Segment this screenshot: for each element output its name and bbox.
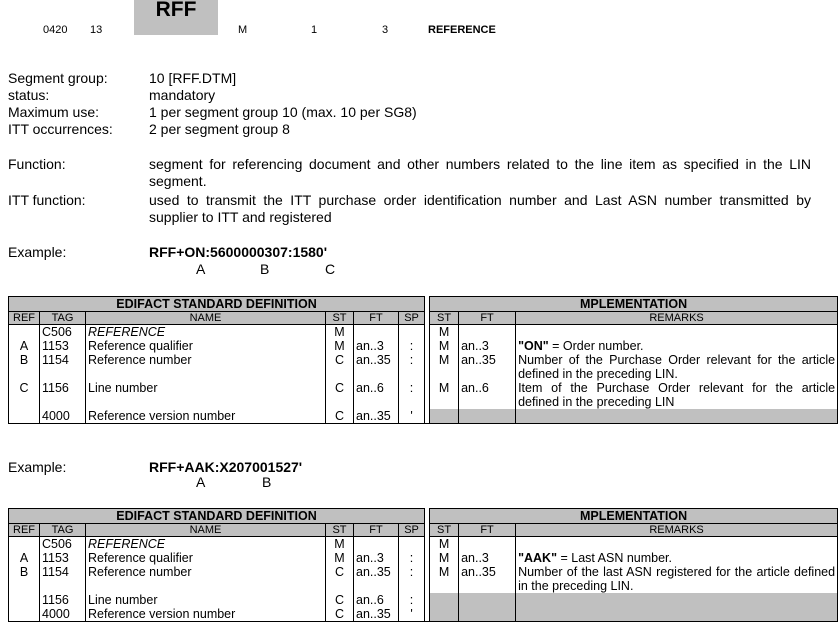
name-cell: REFERENCE <box>86 325 326 340</box>
ref-cell: B <box>9 565 40 593</box>
ft-cell: an..35 <box>354 353 399 381</box>
col-ref: REF <box>9 524 40 537</box>
col-name: NAME <box>86 524 326 537</box>
col-ft: FT <box>354 524 399 537</box>
st-cell: M <box>326 339 354 353</box>
st-cell: C <box>326 381 354 409</box>
col-impl-ft: FT <box>459 524 516 537</box>
itt-occurrences-label: ITT occurrences: <box>8 121 113 137</box>
example-label: Example: <box>8 244 67 260</box>
table-row <box>9 537 838 552</box>
col-ref: REF <box>9 312 40 325</box>
st-cell: C <box>326 353 354 381</box>
st-cell: M <box>326 325 354 340</box>
col-tag: TAG <box>40 312 86 325</box>
impl-st-cell: M <box>430 339 459 353</box>
remarks-cell: Number of the last ASN registered for the article defined in the preceding LIN. <box>516 565 838 593</box>
col-impl-ft: FT <box>459 312 516 325</box>
table-row <box>9 325 838 340</box>
tag-cell: 1154 <box>40 353 86 381</box>
impl-ft-cell: an..6 <box>459 381 516 409</box>
st-cell: M <box>326 537 354 552</box>
itt-function-label: ITT function: <box>8 192 86 208</box>
remarks-cell: "ON" = Order number. <box>516 339 838 353</box>
tag-cell: 1156 <box>40 381 86 409</box>
impl-st-cell: M <box>430 537 459 552</box>
sp-cell: : <box>399 381 425 409</box>
implementation-header: MPLEMENTATION <box>430 297 838 312</box>
tag-cell: 1153 <box>40 551 86 565</box>
table-row <box>9 607 838 622</box>
itt-occurrences-value: 2 per segment group 8 <box>149 121 290 137</box>
name-cell: Line number <box>86 381 326 409</box>
col-st: ST <box>326 312 354 325</box>
st-cell: C <box>326 607 354 622</box>
name-cell: Reference qualifier <box>86 339 326 353</box>
table-row <box>9 565 838 593</box>
name-cell: Reference version number <box>86 409 326 424</box>
example-label: Example: <box>8 459 67 475</box>
sp-cell: ' <box>399 607 425 622</box>
table-row <box>9 381 838 409</box>
example-letter: B <box>260 261 270 277</box>
segment-position: 0420 <box>43 24 68 36</box>
impl-st-cell: M <box>430 565 459 593</box>
segment-level: 13 <box>90 24 103 36</box>
tag-cell: 4000 <box>40 409 86 424</box>
tag-cell: 4000 <box>40 607 86 622</box>
table-row <box>9 353 838 381</box>
segment-group-label: Segment group: <box>8 70 108 86</box>
ref-cell: B <box>9 353 40 381</box>
tag-cell: C506 <box>40 325 86 340</box>
table-row <box>9 339 838 353</box>
col-impl-st: ST <box>430 524 459 537</box>
maximum-use-label: Maximum use: <box>8 104 100 120</box>
segment-min: 1 <box>311 24 318 36</box>
table-row <box>9 409 838 424</box>
segment-definition-table <box>8 296 838 424</box>
sp-cell: : <box>399 551 425 565</box>
segment-definition-table <box>8 508 838 622</box>
st-cell: C <box>326 593 354 607</box>
function-value: segment for referencing document and other numbers related to the line item as specified in the LIN segment. <box>149 156 811 189</box>
sp-cell: : <box>399 565 425 593</box>
col-sp: SP <box>399 312 425 325</box>
sp-cell: : <box>399 353 425 381</box>
tag-cell: C506 <box>40 537 86 552</box>
ft-cell: an..35 <box>354 565 399 593</box>
example-letter: A <box>196 474 206 490</box>
table-row <box>9 551 838 565</box>
col-name: NAME <box>86 312 326 325</box>
example-letter: C <box>325 261 336 277</box>
ref-cell: A <box>9 551 40 565</box>
edifact-header: EDIFACT STANDARD DEFINITION <box>9 509 425 524</box>
tag-cell: 1154 <box>40 565 86 593</box>
st-cell: M <box>326 551 354 565</box>
example-code: RFF+AAK:X207001527' <box>149 459 303 475</box>
impl-st-cell: M <box>430 325 459 340</box>
impl-st-cell: M <box>430 353 459 381</box>
col-tag: TAG <box>40 524 86 537</box>
name-cell: Reference version number <box>86 607 326 622</box>
status-label: status: <box>8 87 50 103</box>
sp-cell: : <box>399 593 425 607</box>
segment-status: M <box>238 24 248 36</box>
segment-name: REFERENCE <box>428 24 496 36</box>
remarks-cell: Item of the Purchase Order relevant for the article defined in the preceding LIN <box>516 381 838 409</box>
impl-ft-cell: an..3 <box>459 551 516 565</box>
ref-cell: C <box>9 381 40 409</box>
maximum-use-value: 1 per segment group 10 (max. 10 per SG8) <box>149 104 417 120</box>
edifact-header: EDIFACT STANDARD DEFINITION <box>9 297 425 312</box>
col-impl-st: ST <box>430 312 459 325</box>
remarks-cell: Number of the Purchase Order relevant for the article defined in the preceding LIN. <box>516 353 838 381</box>
segment-max: 3 <box>382 24 389 36</box>
impl-ft-cell: an..35 <box>459 565 516 593</box>
ft-cell: an..6 <box>354 593 399 607</box>
name-cell: Line number <box>86 593 326 607</box>
col-sp: SP <box>399 524 425 537</box>
col-remarks: REMARKS <box>516 524 838 537</box>
col-st: ST <box>326 524 354 537</box>
example-letter: B <box>262 474 272 490</box>
example-letter: A <box>196 261 206 277</box>
itt-function-value: used to transmit the ITT purchase order identification number and Last ASN number transmitted by supplier to ITT and registered <box>149 192 811 225</box>
impl-st-cell: M <box>430 381 459 409</box>
table-row <box>9 593 838 607</box>
ft-cell: an..3 <box>354 551 399 565</box>
st-cell: C <box>326 409 354 424</box>
col-remarks: REMARKS <box>516 312 838 325</box>
impl-st-cell: M <box>430 551 459 565</box>
name-cell: Reference number <box>86 565 326 593</box>
implementation-header: MPLEMENTATION <box>430 509 838 524</box>
name-cell: Reference number <box>86 353 326 381</box>
ft-cell: an..6 <box>354 381 399 409</box>
impl-ft-cell: an..3 <box>459 339 516 353</box>
status-value: mandatory <box>149 87 216 103</box>
remarks-cell: "AAK" = Last ASN number. <box>516 551 838 565</box>
tag-cell: 1156 <box>40 593 86 607</box>
ref-cell: A <box>9 339 40 353</box>
name-cell: Reference qualifier <box>86 551 326 565</box>
tag-cell: 1153 <box>40 339 86 353</box>
example-code: RFF+ON:5600000307:1580' <box>149 244 328 260</box>
col-ft: FT <box>354 312 399 325</box>
segment-tag: RFF <box>155 0 197 21</box>
name-cell: REFERENCE <box>86 537 326 552</box>
segment-group-value: 10 [RFF.DTM] <box>149 70 237 86</box>
ft-cell: an..35 <box>354 607 399 622</box>
ft-cell: an..3 <box>354 339 399 353</box>
sp-cell: : <box>399 339 425 353</box>
impl-ft-cell: an..35 <box>459 353 516 381</box>
sp-cell: ' <box>399 409 425 424</box>
function-label: Function: <box>8 156 66 172</box>
ft-cell: an..35 <box>354 409 399 424</box>
st-cell: C <box>326 565 354 593</box>
